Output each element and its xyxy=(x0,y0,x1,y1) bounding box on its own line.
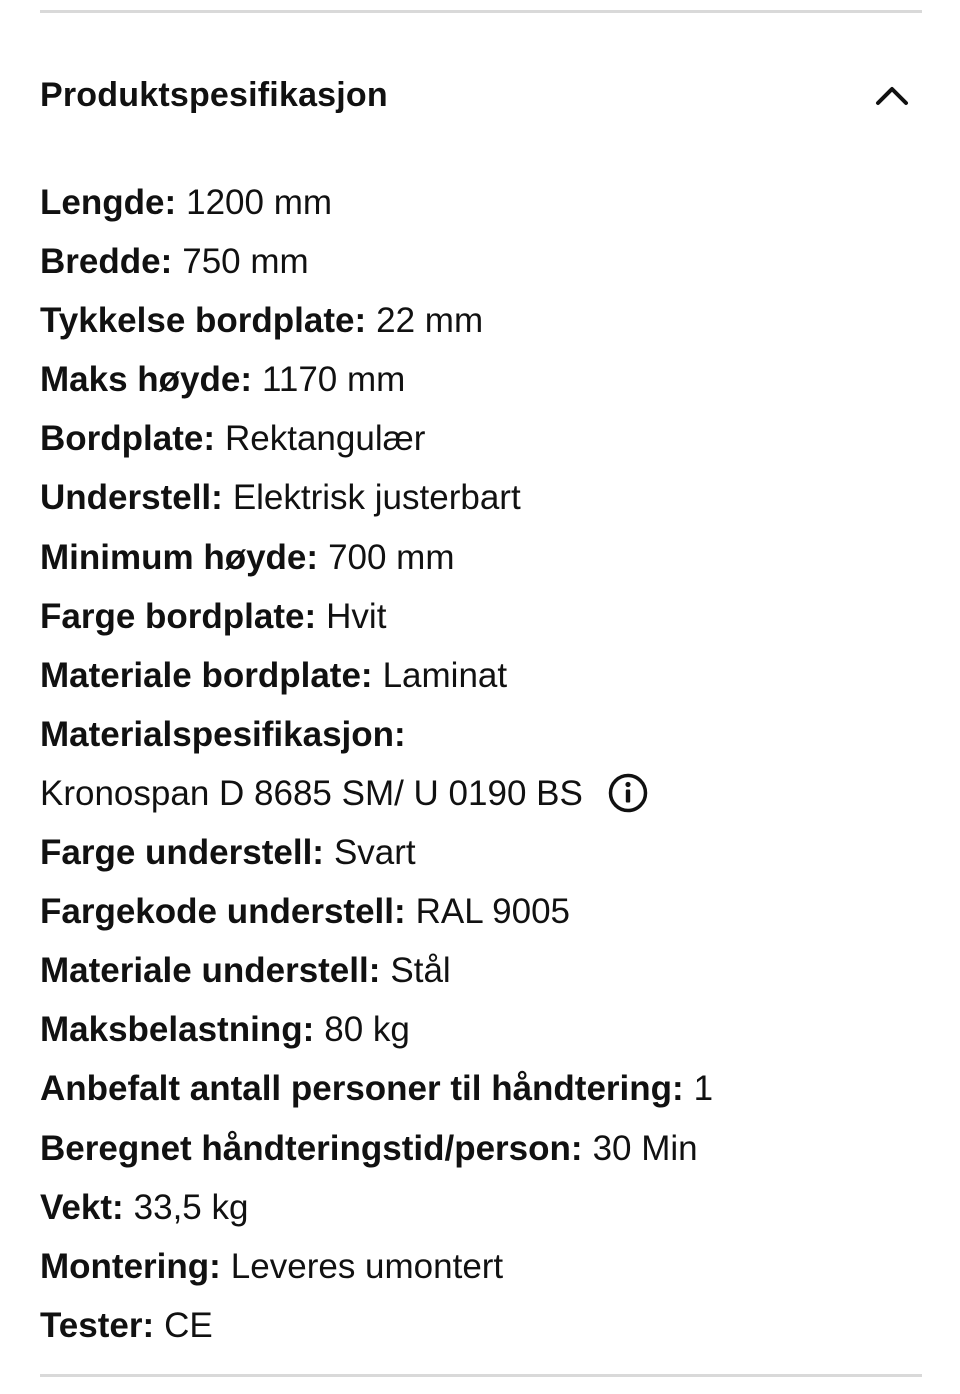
bottom-divider xyxy=(40,1374,922,1377)
spec-value: 22 mm xyxy=(376,301,484,341)
spec-value: 1 xyxy=(693,1069,714,1109)
spec-label: Bordplate: xyxy=(40,419,215,459)
spec-accordion-header[interactable] xyxy=(40,60,922,130)
spec-label: Fargekode understell: xyxy=(40,892,406,932)
spec-label: Tykkelse bordplate: xyxy=(40,301,367,341)
spec-row xyxy=(40,1178,922,1237)
spec-label: Materialspesifikasjon: xyxy=(40,714,406,754)
spec-label: Vekt: xyxy=(40,1187,124,1227)
spec-row xyxy=(40,409,922,468)
spec-row xyxy=(40,823,922,882)
info-icon[interactable] xyxy=(607,772,649,814)
spec-value: Stål xyxy=(390,951,451,991)
spec-label: Farge understell: xyxy=(40,833,324,873)
spec-row xyxy=(40,764,922,823)
spec-row xyxy=(40,705,922,764)
spec-label: Bredde: xyxy=(40,242,173,282)
spec-value: Hvit xyxy=(326,596,387,636)
spec-label: Understell: xyxy=(40,478,223,518)
spec-list xyxy=(40,173,922,1355)
spec-row xyxy=(40,468,922,527)
spec-label: Lengde: xyxy=(40,183,177,222)
spec-value: CE xyxy=(164,1305,213,1345)
spec-value: RAL 9005 xyxy=(415,892,571,932)
spec-value: Laminat xyxy=(382,655,508,695)
spec-value: 33,5 kg xyxy=(133,1187,249,1227)
spec-label: Maks høyde: xyxy=(40,360,252,400)
spec-row xyxy=(40,941,922,1000)
spec-label: Beregnet håndteringstid/person: xyxy=(40,1128,583,1168)
spec-row xyxy=(40,1296,922,1355)
spec-row xyxy=(40,232,922,291)
spec-row xyxy=(40,882,922,941)
spec-row xyxy=(40,173,922,232)
spec-row xyxy=(40,350,922,409)
spec-label: Farge bordplate: xyxy=(40,596,317,636)
spec-row xyxy=(40,291,922,350)
chevron-up-icon-graphic xyxy=(875,84,909,106)
section-title: Produktspesifikasjon xyxy=(40,75,388,114)
spec-label: Maksbelastning: xyxy=(40,1010,315,1050)
spec-value: 1170 mm xyxy=(262,360,406,400)
spec-label: Anbefalt antall personer til håndtering: xyxy=(40,1069,684,1109)
spec-value: Elektrisk justerbart xyxy=(232,478,521,518)
spec-row xyxy=(40,1237,922,1296)
spec-value: 80 kg xyxy=(324,1010,410,1050)
spec-row xyxy=(40,1000,922,1059)
spec-value: Rektangulær xyxy=(225,419,426,459)
spec-label: Montering: xyxy=(40,1246,221,1286)
spec-value: Leveres umontert xyxy=(230,1246,504,1286)
spec-label: Tester: xyxy=(40,1305,155,1345)
spec-value: 30 Min xyxy=(592,1128,698,1168)
spec-value: 750 mm xyxy=(182,242,309,282)
spec-row xyxy=(40,1119,922,1178)
spec-label: Materiale bordplate: xyxy=(40,655,373,695)
chevron-up-icon[interactable] xyxy=(872,75,912,115)
spec-label: Materiale understell: xyxy=(40,951,381,991)
spec-row xyxy=(40,528,922,587)
spec-row xyxy=(40,646,922,705)
spec-row xyxy=(40,1059,922,1118)
spec-value: Svart xyxy=(333,833,416,873)
spec-row xyxy=(40,587,922,646)
spec-value: Kronospan D 8685 SM/ U 0190 BS xyxy=(40,773,583,813)
spec-label: Minimum høyde: xyxy=(40,537,319,577)
spec-value: 1200 mm xyxy=(186,183,333,222)
spec-value: 700 mm xyxy=(328,537,455,577)
top-divider xyxy=(40,10,922,13)
